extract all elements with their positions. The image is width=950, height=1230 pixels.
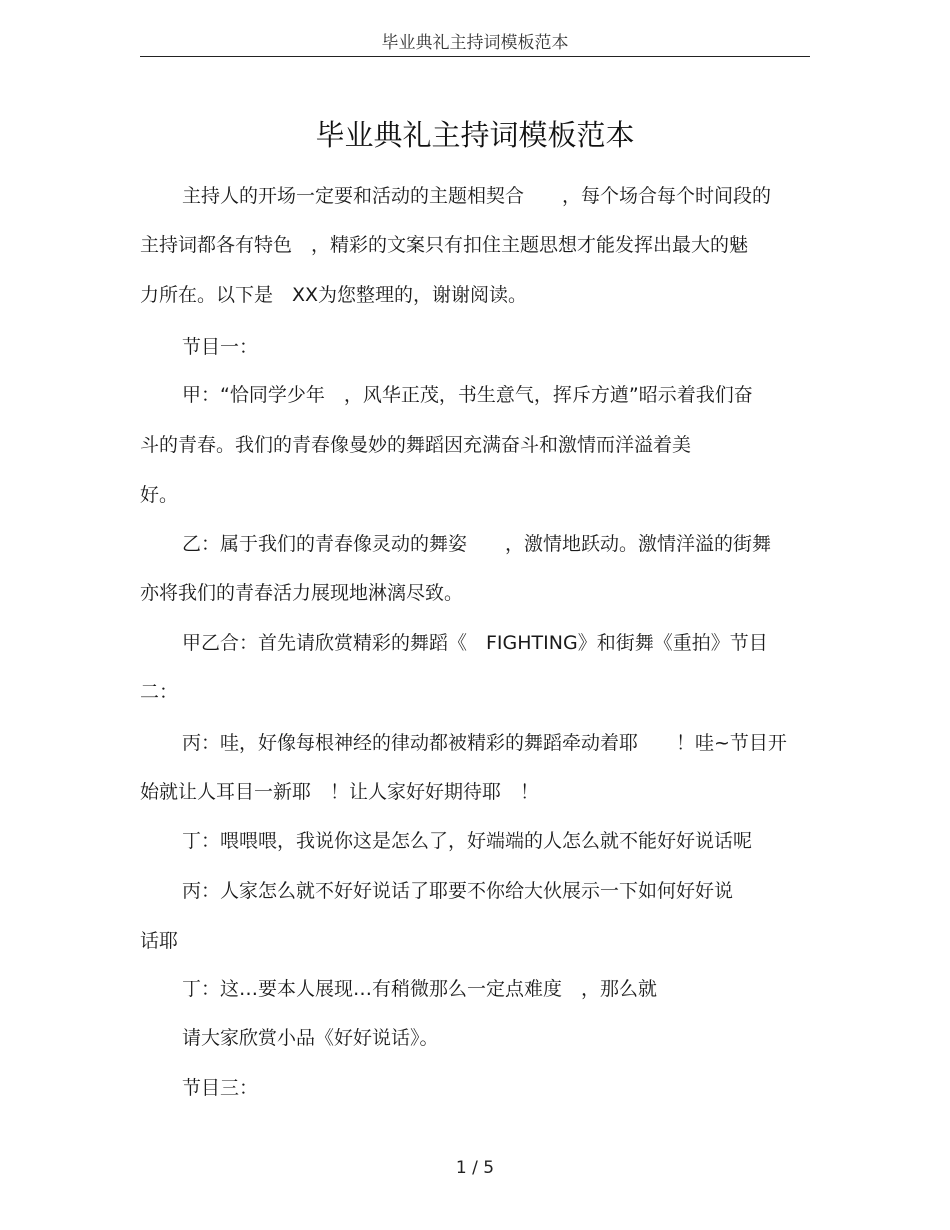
paragraph-line: 话耶 <box>140 930 179 952</box>
paragraph-line: 斗的青春。我们的青春像曼妙的舞蹈因充满奋斗和激情而洋溢着美 <box>140 434 692 456</box>
header-divider <box>140 56 810 57</box>
paragraph-line: 丁：喂喂喂，我说你这是怎么了，好端端的人怎么就不能好好说话呢 <box>182 830 753 852</box>
paragraph-line: 丙：人家怎么就不好好说话了耶要不你给大伙展示一下如何好好说 <box>182 880 734 902</box>
paragraph-line: 丙：哇，好像每根神经的律动都被精彩的舞蹈牵动着耶 ！哇~节目开 <box>182 732 787 754</box>
document-title: 毕业典礼主持词模板范本 <box>315 118 635 152</box>
page-number: 1 / 5 <box>455 1158 495 1178</box>
paragraph-line: 亦将我们的青春活力展现地淋漓尽致。 <box>140 582 464 604</box>
paragraph-line: 始就让人耳目一新耶 ！让人家好好期待耶 ！ <box>140 781 540 803</box>
paragraph-line: 主持词都各有特色 ，精彩的文案只有扣住主题思想才能发挥出最大的魅 <box>140 234 749 256</box>
paragraph-line: 主持人的开场一定要和活动的主题相契合 ，每个场合每个时间段的 <box>182 185 772 207</box>
paragraph-line: 乙：属于我们的青春像灵动的舞姿 ，激情地跃动。激情洋溢的街舞 <box>182 533 772 555</box>
paragraph-line: 甲乙合：首先请欣赏精彩的舞蹈《 FIGHTING》和街舞《重拍》节目 <box>182 632 768 654</box>
paragraph-line: 甲：“恰同学少年 ，风华正茂，书生意气，挥斥方遒”昭示着我们奋 <box>182 384 753 406</box>
paragraph-line: 力所在。以下是 XX为您整理的，谢谢阅读。 <box>140 284 528 306</box>
section-heading: 节目一： <box>182 336 259 358</box>
paragraph-line: 好。 <box>140 484 179 506</box>
section-heading: 二： <box>140 681 179 703</box>
running-header: 毕业典礼主持词模板范本 <box>381 33 569 53</box>
section-heading: 节目三： <box>182 1077 259 1099</box>
paragraph-line: 丁：这…要本人展现…有稍微那么一定点难度 ，那么就 <box>182 978 658 1000</box>
paragraph-line: 请大家欣赏小品《好好说话》。 <box>182 1027 439 1049</box>
